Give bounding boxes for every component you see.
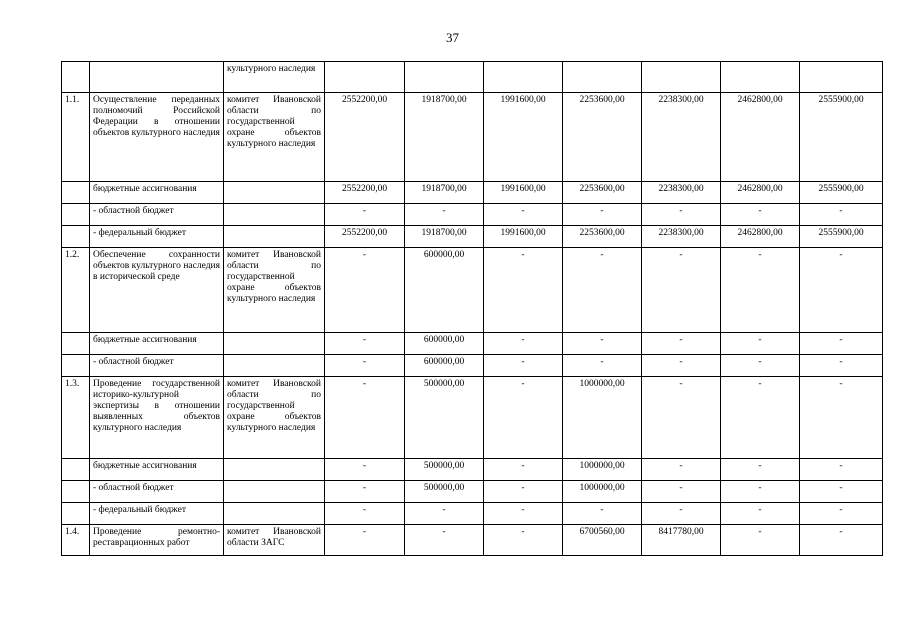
value-cell: 600000,00 — [405, 355, 484, 377]
value-cell: - — [721, 503, 800, 525]
value-cell: 1918700,00 — [405, 226, 484, 248]
value-cell: - — [563, 503, 642, 525]
value-cell: - — [325, 355, 405, 377]
value-cell: 2552200,00 — [325, 226, 405, 248]
value-cell: 2552200,00 — [325, 182, 405, 204]
value-cell: - — [721, 377, 800, 459]
value-cell: 1000000,00 — [563, 481, 642, 503]
value-cell: 1991600,00 — [484, 226, 563, 248]
value-cell: - — [325, 377, 405, 459]
section-row — [62, 248, 883, 333]
value-cell: - — [484, 481, 563, 503]
value-cell — [563, 62, 642, 93]
value-cell: - — [800, 377, 883, 459]
section-responsible: комитет Ивановской области по государственной охране объектов культурного наследия — [224, 377, 325, 459]
funding-row — [62, 481, 883, 503]
value-cell — [721, 62, 800, 93]
value-cell: - — [325, 204, 405, 226]
index-cell — [62, 182, 90, 204]
value-cell: - — [484, 503, 563, 525]
budget-table — [61, 61, 883, 556]
section-row — [62, 93, 883, 182]
value-cell: 2238300,00 — [642, 182, 721, 204]
value-cell: - — [800, 204, 883, 226]
value-cell: 2462800,00 — [721, 182, 800, 204]
value-cell: 2253600,00 — [563, 182, 642, 204]
index-cell — [62, 355, 90, 377]
section-responsible: комитет Ивановской области ЗАГС — [224, 525, 325, 556]
section-index: 1.3. — [62, 377, 90, 459]
section-index: 1.2. — [62, 248, 90, 333]
funding-row — [62, 355, 883, 377]
value-cell: 2555900,00 — [800, 93, 883, 182]
section-responsible: комитет Ивановской области по государственной охране объектов культурного наследия — [224, 248, 325, 333]
value-cell: - — [642, 377, 721, 459]
value-cell: - — [325, 503, 405, 525]
index-cell — [62, 204, 90, 226]
responsible-cell — [224, 355, 325, 377]
value-cell — [800, 62, 883, 93]
value-cell: 500000,00 — [405, 377, 484, 459]
value-cell: 2552200,00 — [325, 93, 405, 182]
value-cell: 2462800,00 — [721, 93, 800, 182]
section-name: Осуществление переданных полномочий Российской Федерации в отношении объектов культурного наследия — [90, 93, 224, 182]
section-row — [62, 377, 883, 459]
value-cell: - — [721, 459, 800, 481]
value-cell: 2253600,00 — [563, 93, 642, 182]
funding-label: - областной бюджет — [90, 355, 224, 377]
name-cell — [90, 62, 224, 93]
value-cell: - — [325, 459, 405, 481]
index-cell — [62, 226, 90, 248]
value-cell: - — [563, 204, 642, 226]
value-cell: 8417780,00 — [642, 525, 721, 556]
value-cell: - — [325, 481, 405, 503]
continuation-row — [62, 62, 883, 93]
index-cell — [62, 333, 90, 355]
responsible-cell — [224, 459, 325, 481]
value-cell: - — [484, 248, 563, 333]
section-name: Проведение государственной историко-культурной экспертизы в отношении выявленных объектов культурного наследия — [90, 377, 224, 459]
value-cell: - — [642, 248, 721, 333]
value-cell: 2555900,00 — [800, 182, 883, 204]
responsible-cell — [224, 481, 325, 503]
value-cell: 500000,00 — [405, 459, 484, 481]
index-cell — [62, 481, 90, 503]
responsible-cell — [224, 333, 325, 355]
value-cell: - — [484, 204, 563, 226]
index-cell — [62, 503, 90, 525]
value-cell — [642, 62, 721, 93]
value-cell: - — [800, 459, 883, 481]
value-cell: 2238300,00 — [642, 93, 721, 182]
value-cell: 1000000,00 — [563, 459, 642, 481]
value-cell: - — [721, 481, 800, 503]
section-index: 1.1. — [62, 93, 90, 182]
value-cell: - — [563, 355, 642, 377]
value-cell: - — [642, 204, 721, 226]
value-cell: 1991600,00 — [484, 182, 563, 204]
section-responsible: комитет Ивановской области по государственной охране объектов культурного наследия — [224, 93, 325, 182]
value-cell: 1918700,00 — [405, 182, 484, 204]
value-cell: 1000000,00 — [563, 377, 642, 459]
value-cell: - — [405, 525, 484, 556]
value-cell: 2238300,00 — [642, 226, 721, 248]
section-index: 1.4. — [62, 525, 90, 556]
value-cell: - — [484, 377, 563, 459]
value-cell: - — [642, 459, 721, 481]
value-cell: - — [721, 525, 800, 556]
value-cell: - — [405, 503, 484, 525]
section-name: Обеспечение сохранности объектов культурного наследия в исторической среде — [90, 248, 224, 333]
table-body — [62, 62, 883, 556]
section-name: Проведение ремонтно-реставрационных работ — [90, 525, 224, 556]
value-cell: 6700560,00 — [563, 525, 642, 556]
funding-row — [62, 459, 883, 481]
value-cell: 600000,00 — [405, 248, 484, 333]
value-cell: - — [800, 503, 883, 525]
value-cell: - — [563, 333, 642, 355]
value-cell: - — [642, 503, 721, 525]
responsible-cell — [224, 503, 325, 525]
value-cell: 1918700,00 — [405, 93, 484, 182]
funding-label: - федеральный бюджет — [90, 226, 224, 248]
value-cell: - — [721, 248, 800, 333]
value-cell: - — [484, 333, 563, 355]
value-cell: 1991600,00 — [484, 93, 563, 182]
funding-row — [62, 182, 883, 204]
value-cell: - — [800, 355, 883, 377]
value-cell: 2555900,00 — [800, 226, 883, 248]
value-cell — [405, 62, 484, 93]
value-cell: - — [405, 204, 484, 226]
value-cell: - — [800, 481, 883, 503]
value-cell — [325, 62, 405, 93]
funding-label: бюджетные ассигнования — [90, 333, 224, 355]
value-cell: 500000,00 — [405, 481, 484, 503]
value-cell: - — [721, 333, 800, 355]
value-cell: 2253600,00 — [563, 226, 642, 248]
funding-row — [62, 204, 883, 226]
value-cell: - — [484, 459, 563, 481]
funding-label: - областной бюджет — [90, 481, 224, 503]
value-cell: - — [563, 248, 642, 333]
funding-label: - областной бюджет — [90, 204, 224, 226]
value-cell: - — [484, 355, 563, 377]
funding-label: - федеральный бюджет — [90, 503, 224, 525]
value-cell: 2462800,00 — [721, 226, 800, 248]
responsible-cell — [224, 182, 325, 204]
funding-label: бюджетные ассигнования — [90, 182, 224, 204]
value-cell: - — [325, 525, 405, 556]
value-cell: - — [642, 333, 721, 355]
responsible-cell — [224, 204, 325, 226]
value-cell — [484, 62, 563, 93]
funding-row — [62, 226, 883, 248]
value-cell: - — [800, 525, 883, 556]
value-cell: 600000,00 — [405, 333, 484, 355]
value-cell: - — [800, 248, 883, 333]
funding-label: бюджетные ассигнования — [90, 459, 224, 481]
funding-row — [62, 333, 883, 355]
value-cell: - — [721, 204, 800, 226]
value-cell: - — [721, 355, 800, 377]
responsible-cell: культурного наследия — [224, 62, 325, 93]
value-cell: - — [642, 355, 721, 377]
funding-row — [62, 503, 883, 525]
value-cell: - — [325, 333, 405, 355]
index-cell — [62, 62, 90, 93]
value-cell: - — [484, 525, 563, 556]
responsible-cell — [224, 226, 325, 248]
value-cell: - — [325, 248, 405, 333]
section-row — [62, 525, 883, 556]
index-cell — [62, 459, 90, 481]
page-number: 37 — [446, 30, 459, 45]
value-cell: - — [642, 481, 721, 503]
value-cell: - — [800, 333, 883, 355]
